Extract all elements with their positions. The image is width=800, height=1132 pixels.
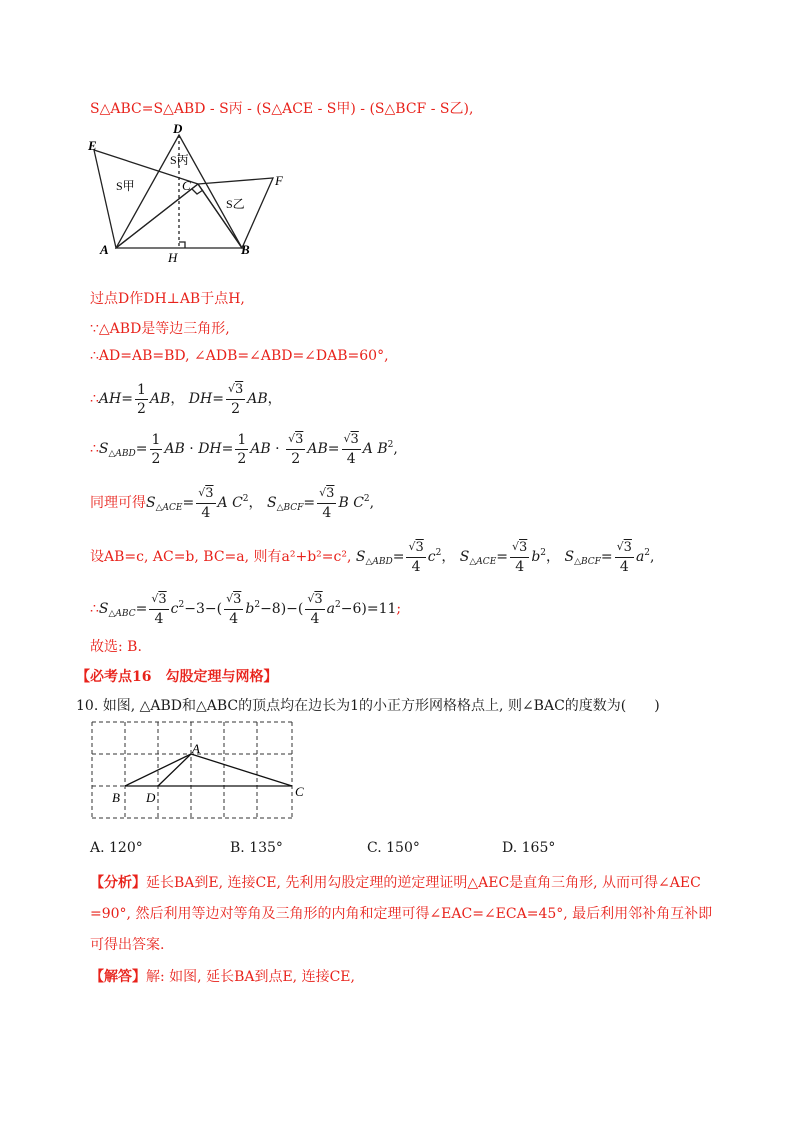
- label-A: A: [100, 242, 109, 257]
- label-C: C: [182, 178, 191, 193]
- solution-line: 【解答】解: 如图, 延长BA到点E, 连接CE,: [90, 969, 355, 985]
- analysis-line-2: =90°, 然后利用等边对等角及三角形的内角和定理可得∠EAC=∠ECA=45°, 最后利用邻补角互补即: [90, 906, 713, 922]
- step-4: ∴AH= $\frac{1}{2}$ AB， DH= $\frac{√3}{2}$ AB，: [90, 381, 282, 417]
- step-6: 同理可得$S_{\triangle ACE}=$ $\frac{√3}{4}$ A $C^2$， $S_{\triangle BCF}=$ $\frac{√3}{4}$ B $C^2$,: [90, 486, 375, 521]
- grid-label-B: B: [112, 790, 120, 805]
- label-F: F: [275, 173, 283, 188]
- grid-label-A: A: [192, 741, 200, 756]
- option-d: D. 165°: [502, 840, 556, 856]
- option-b: B. 135°: [230, 840, 283, 856]
- label-s-jia: S甲: [116, 179, 135, 193]
- option-a: A. 120°: [90, 840, 143, 856]
- grid-label-C: C: [295, 784, 304, 799]
- label-D: D: [173, 121, 183, 136]
- step-2: ∵△ABD是等边三角形,: [90, 321, 230, 337]
- step-7: 设AB=c, AC=b, BC=a, 则有a²+b²=c², $S_{\triangle ABD}=$ $\frac{√3}{4}$ $c^2$， $S_{\triangle ACE}=$ $\frac{√3}{4}$ $b^2$， $S_{\triangle BCF}=$ $\frac{√3}{4}$ $a^2$,: [90, 540, 655, 575]
- label-H: H: [168, 250, 178, 265]
- step-8: $\therefore S_{\triangle ABC}=$ $\frac{√3}{4}$ $c^2-3-$( $\frac{√3}{4}$ $b^2-8)-$( $\frac{√3}{4}$ $a^2-6)=11$;: [90, 592, 402, 627]
- step-9: 故选: B.: [90, 639, 142, 655]
- figure-triangles: [86, 120, 296, 265]
- analysis-line-3: 可得出答案.: [90, 937, 165, 953]
- section-title: 【必考点16 勾股定理与网格】: [76, 669, 278, 685]
- label-s-bing: S丙: [170, 153, 189, 167]
- analysis-line-1: 【分析】延长BA到E, 连接CE, 先利用勾股定理的逆定理证明△AEC是直角三角形, 从而可得∠AEC: [90, 875, 701, 891]
- grid-label-D: D: [146, 790, 156, 805]
- label-B: B: [241, 242, 250, 257]
- label-s-yi: S乙: [226, 197, 245, 211]
- option-c: C. 150°: [367, 840, 420, 856]
- area-formula: S△ABC=S△ABD - S丙 - (S△ACE - S甲) - (S△BCF - S乙),: [90, 101, 474, 117]
- step-1: 过点D作DH⊥AB于点H,: [90, 291, 245, 307]
- grid-figure: [86, 718, 316, 828]
- label-E: E: [88, 138, 97, 153]
- question-10: [76, 695, 660, 715]
- question-number: 10.: [76, 698, 99, 714]
- question-text: 如图, △ABD和△ABC的顶点均在边长为1的小正方形网格格点上, 则∠BAC的度数为( ): [102, 698, 660, 714]
- step-5: $\therefore S_{\triangle ABD}=$ $\frac{1}{2}$ AB · DH= $\frac{1}{2}$ AB · $\frac{√3}{2}$ AB= $\frac{√3}{4}$ A $B^2$,: [90, 431, 398, 467]
- step-3: ∴AD=AB=BD, ∠ADB=∠ABD=∠DAB=60°,: [90, 348, 389, 364]
